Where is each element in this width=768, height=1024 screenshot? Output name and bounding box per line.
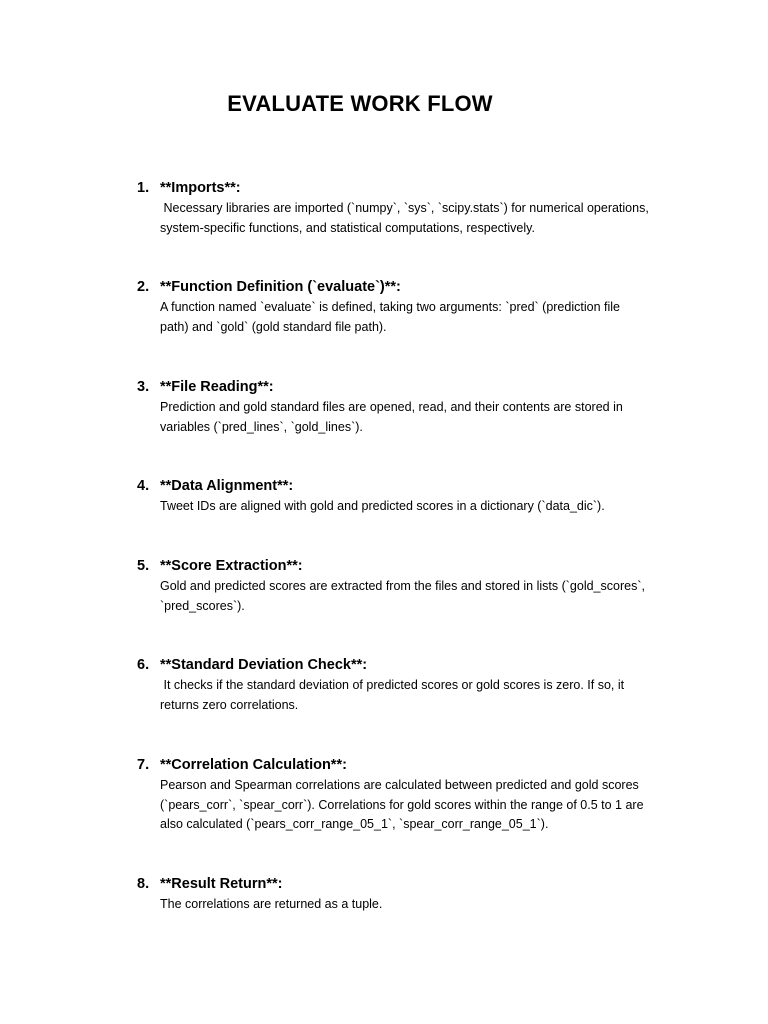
step-number: 5. (137, 558, 150, 574)
step-heading: **File Reading**: (160, 379, 274, 395)
step-heading: **Score Extraction**: (160, 558, 303, 574)
step-number: 3. (137, 379, 150, 395)
step-description: It checks if the standard deviation of predicted scores or gold scores is zero. If so, it returns zero correlations. (160, 678, 628, 712)
step-number: 7. (137, 757, 150, 773)
step-description: Pearson and Spearman correlations are calculated between predicted and gold scores (`pears_corr`, `spear_corr`). Correlations for gold scores within the range of 0.5 to 1 are also calculated (`pears_corr_range_05_1`, `spear_corr_range_05_1`). (160, 778, 648, 831)
step-number: 2. (137, 279, 150, 295)
step-description: Prediction and gold standard files are opened, read, and their contents are stored in variables (`pred_lines`, `gold_lines`). (160, 400, 627, 434)
step-number: 4. (137, 478, 150, 494)
step-description: Gold and predicted scores are extracted from the files and stored in lists (`gold_scores`, `pred_scores`). (160, 579, 649, 613)
step-heading: **Standard Deviation Check**: (160, 657, 368, 673)
step-heading: **Function Definition (`evaluate`)**: (160, 279, 401, 295)
step-heading: **Result Return**: (160, 876, 283, 892)
step-description: Tweet IDs are aligned with gold and predicted scores in a dictionary (`data_dic`). (160, 499, 605, 513)
step-heading: **Data Alignment**: (160, 478, 294, 494)
step-number: 8. (137, 876, 150, 892)
step-number: 6. (137, 657, 150, 673)
step-heading: **Imports**: (160, 180, 241, 196)
step-number: 1. (137, 180, 150, 196)
step-description: Necessary libraries are imported (`numpy`, `sys`, `scipy.stats`) for numerical operations, system-specific functions, and statistical computations, respectively. (160, 201, 653, 235)
step-description: A function named `evaluate` is defined, taking two arguments: `pred` (prediction file path) and `gold` (gold standard file path). (160, 300, 624, 334)
document-title: EVALUATE WORK FLOW (227, 91, 493, 116)
step-heading: **Correlation Calculation**: (160, 757, 347, 773)
step-description: The correlations are returned as a tuple. (160, 897, 383, 911)
